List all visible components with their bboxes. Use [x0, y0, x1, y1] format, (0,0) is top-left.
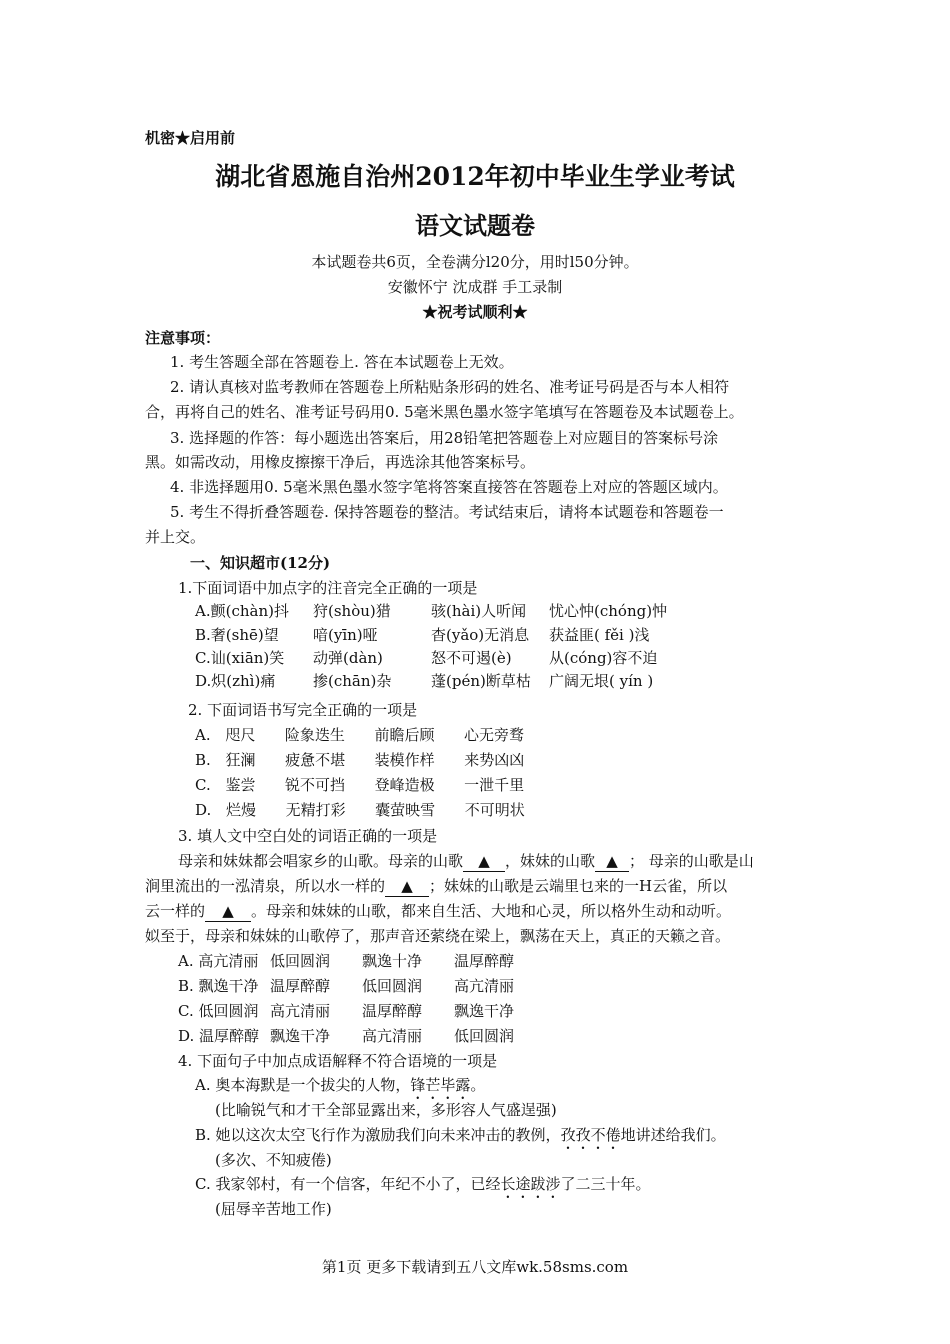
- q1-option-a: [195, 601, 667, 621]
- q4-option-a: A. 奥本海默是一个拔尖的人物，锋芒毕露。: [195, 1076, 486, 1094]
- q4-explain-b: (多次、不知疲倦): [215, 1151, 332, 1169]
- q3-option-c: C. 低回圆润 高亢清丽 温厚醉醇 飘逸干净: [178, 1002, 515, 1020]
- note-3b: 黑。如需改动，用橡皮擦擦干净后，再选涂其他答案标号。: [145, 453, 536, 471]
- page-title: 湖北省恩施自治州2012年初中毕业生学业考试: [215, 162, 735, 191]
- q3-stem: 3. 填人文中空白处的词语正确的一项是: [178, 827, 438, 845]
- q2-option-c: C. 鉴尝 锐不可挡 登峰造极 一泄千里: [195, 776, 525, 794]
- q3-option-a: A. 高亢清丽 低回圆润 飘逸十净 温厚醉醇: [178, 952, 515, 970]
- blank-3: ▲: [385, 876, 429, 897]
- option-cell: 忧心忡(chóng)忡: [549, 602, 668, 620]
- option-cell: 掺(chān)杂: [313, 672, 392, 690]
- option-cell: 广阔无垠( yín ): [549, 672, 654, 690]
- notes-heading: 注意事项：: [145, 329, 221, 347]
- q2-option-d: D. 烂熳 无精打彩 囊萤映雪 不可明状: [195, 801, 525, 819]
- q1-option-c: [195, 648, 667, 668]
- note-5a: 5. 考生不得折叠答题卷. 保持答题卷的整洁。考试结束后，请将本试题卷和答题卷一: [170, 503, 724, 521]
- q3-option-b: B. 飘逸干净 温厚醉醇 低回圆润 高亢清丽: [178, 977, 515, 995]
- note-2a: 2. 请认真核对监考教师在答题卷上所粘贴条形码的姓名、准考证号码是否与本人相符: [170, 378, 730, 396]
- note-1: 1. 考生答题全部在答题卷上. 答在本试题卷上无效。: [170, 353, 514, 371]
- note-3a: 3. 选择题的作答：每小题选出答案后，用28铅笔把答题卷上对应题目的答案标号涂: [170, 429, 719, 447]
- option-cell: 喑(yīn)哑: [313, 626, 378, 644]
- option-cell: B.奢(shē)望: [195, 626, 279, 644]
- q3-passage-2: 涧里流出的一泓清泉，所以水一样的 ▲ ；妹妹的山歌是云端里乜来的一H云雀，所以: [145, 877, 728, 895]
- option-cell: 获益匪( fěi )浅: [549, 626, 650, 644]
- dotted-idiom: 长途跋涉: [500, 1175, 561, 1193]
- q4-stem: 4. 下面句子中加点成语解释不符合语境的一项是: [178, 1052, 498, 1070]
- recorder-info: 安徽怀宁 沈成群 手工录制: [387, 278, 563, 296]
- page-subtitle: 语文试题卷: [415, 211, 535, 240]
- blank-1: ▲: [463, 851, 505, 872]
- note-2b: 合，再将自己的姓名、准考证号码用0. 5毫米黑色墨水签字笔填写在答题卷及本试题卷上。: [145, 403, 744, 421]
- secret-label: 机密★启用前: [145, 129, 236, 147]
- wish-text: ★祝考试顺利★: [422, 303, 528, 321]
- option-cell: 狩(shòu)猎: [313, 602, 391, 620]
- option-cell: 骇(hài)人听闻: [431, 602, 527, 620]
- note-4: 4. 非选择题用0. 5毫米黑色墨水签字笔将答案直接答在答题卷上对应的答题区域内。: [170, 478, 728, 496]
- section-heading: 一、知识超市(12分): [190, 554, 331, 572]
- q3-passage-3: 云一样的 ▲ 。母亲和妹妹的山歌，都来自生活、大地和心灵，所以格外生动和动听。: [145, 902, 732, 920]
- option-cell: 从(cóng)容不迫: [549, 649, 658, 667]
- note-5b: 并上交。: [145, 528, 206, 546]
- page-footer: 第1页 更多下载请到五八文库wk.58sms.com: [321, 1258, 629, 1276]
- q1-stem: 1.下面词语中加点字的注音完全正确的一项是: [178, 579, 478, 597]
- q3-passage-4: 姒至于，母亲和妹妹的山歌停了，那声音还萦绕在梁上，飘荡在天上，真正的天籁之音。: [145, 927, 731, 945]
- q1-option-b: [195, 625, 667, 645]
- option-cell: 动弹(dàn): [313, 649, 383, 667]
- dotted-idiom: 锋芒毕露: [410, 1076, 471, 1094]
- q4-explain-c: (屈辱辛苦地工作): [215, 1200, 332, 1218]
- blank-4: ▲: [205, 901, 251, 922]
- blank-2: ▲: [595, 851, 629, 872]
- q4-option-b: B. 她以这次太空飞行作为激励我们向未来冲击的教例，孜孜不倦地讲述给我们。: [195, 1126, 726, 1144]
- q1-option-d: [195, 671, 667, 691]
- q3-option-d: D. 温厚醉醇 飘逸干净 高亢清丽 低回圆润: [178, 1027, 515, 1045]
- option-cell: C.讪(xiān)笑: [195, 649, 285, 667]
- dotted-idiom: 孜孜不倦: [560, 1126, 621, 1144]
- exam-info: 本试题卷共6页，全卷满分l20分，用时l50分钟。: [311, 253, 639, 271]
- option-cell: A.颤(chàn)抖: [195, 602, 289, 620]
- q4-option-c: C. 我家邻村，有一个信客，年纪不小了，已经长途跋涉了二三十年。: [195, 1175, 651, 1193]
- option-cell: 蓬(pén)断草枯: [431, 672, 531, 690]
- q3-passage-1: 母亲和妹妹都会唱家乡的山歌。母亲的山歌 ▲ ，妹妹的山歌 ▲ ； 母亲的山歌是山: [178, 852, 754, 870]
- q2-option-a: A. 咫尺 险象迭生 前瞻后顾 心无旁骛: [195, 726, 525, 744]
- option-cell: 杳(yǎo)无消息: [431, 626, 530, 644]
- q2-stem: 2. 下面词语书写完全正确的一项是: [188, 701, 418, 719]
- option-cell: D.炽(zhì)痛: [195, 672, 276, 690]
- q4-explain-a: (比喻锐气和才干全部显露出来，多形容人气盛逞强): [215, 1101, 557, 1119]
- q2-option-b: B. 狂澜 疲惫不堪 装模作样 来势凶凶: [195, 751, 525, 769]
- option-cell: 怒不可遏(è): [431, 649, 512, 667]
